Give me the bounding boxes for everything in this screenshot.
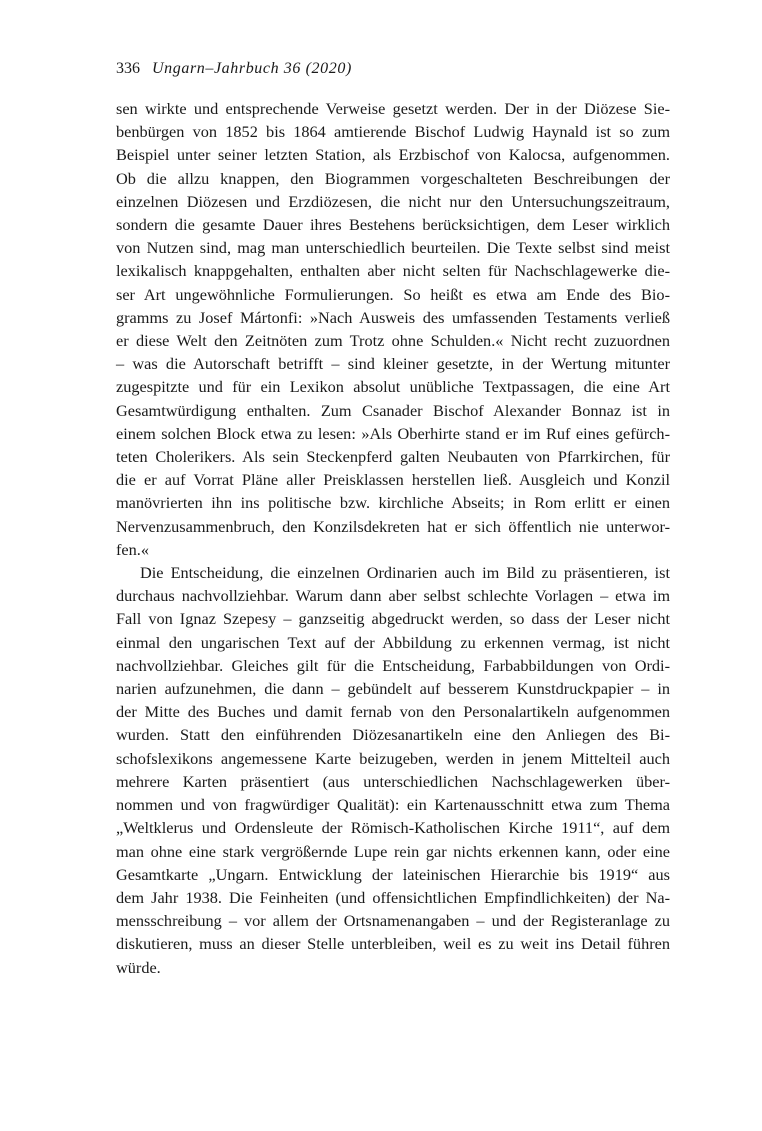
- text-line: sondern die gesamte Dauer ihres Bestehens berücksichtigen, dem Leser wirklich: [116, 215, 670, 235]
- journal-title: Ungarn–Jahrbuch 36 (2020): [152, 60, 352, 77]
- text-line: einzelnen Diözesen und Erzdiözesen, die nicht nur den Untersuchungszeitraum,: [116, 191, 670, 211]
- running-head: [116, 58, 670, 80]
- text-line: wurden. Statt den einführenden Diözesanartikeln eine den Anliegen des Bi-: [116, 725, 670, 745]
- text-line: Gesamtkarte „Ungarn. Entwicklung der lateinischen Hierarchie bis 1919“ aus: [116, 864, 670, 884]
- paragraph-1: [116, 97, 670, 561]
- text-line: narien aufzunehmen, die dann – gebündelt auf besserem Kunstdruckpapier – in: [116, 679, 670, 699]
- text-line: Die Entscheidung, die einzelnen Ordinarien auch im Bild zu präsentieren, ist: [140, 563, 670, 583]
- text-line: lexikalisch knappgehalten, enthalten aber nicht selten für Nachschlagewerke die-: [116, 261, 670, 281]
- text-line: Ob die allzu knappen, den Biogrammen vorgeschalteten Beschreibungen der: [116, 168, 670, 188]
- text-line: die er auf Vorrat Pläne aller Preisklassen herstellen ließ. Ausgleich und Konzil: [116, 470, 670, 490]
- text-line: sen wirkte und entsprechende Verweise gesetzt werden. Der in der Diözese Sie-: [116, 99, 670, 118]
- text-line: benbürgen von 1852 bis 1864 amtierende Bischof Ludwig Haynald ist so zum: [116, 122, 670, 142]
- text-line: schofslexikons angemessene Karte beizugeben, werden in jenem Mittelteil auch: [116, 748, 670, 768]
- page-number: 336: [116, 60, 140, 77]
- text-line: nachvollziehbar. Gleiches gilt für die Entscheidung, Farbabbildungen von Ordi-: [116, 655, 670, 675]
- text-line: würde.: [116, 957, 161, 977]
- text-line: fen.«: [116, 539, 149, 559]
- text-line: dem Jahr 1938. Die Feinheiten (und offensichtlichen Empfindlichkeiten) der Na-: [116, 887, 670, 907]
- text-line: „Weltklerus und Ordensleute der Römisch-Katholischen Kirche 1911“, auf dem: [116, 818, 670, 838]
- text-line: einmal den ungarischen Text auf der Abbildung zu erkennen vermag, ist nicht: [116, 632, 670, 652]
- text-line: mehrere Karten präsentiert (aus unterschiedlichen Nachschlagewerken über-: [116, 771, 670, 791]
- text-line: der Mitte des Buches und damit fernab von den Personalartikeln aufgenommen: [116, 702, 670, 722]
- text-line: teten Cholerikers. Als sein Steckenpferd galten Neubauten von Pfarrkirchen, für: [116, 447, 670, 467]
- text-line: nommen und von fragwürdiger Qualität): ein Kartenausschnitt etwa zum Thema: [116, 795, 670, 815]
- text-line: diskutieren, muss an dieser Stelle unterbleiben, weil es zu weit ins Detail führen: [116, 934, 670, 954]
- text-line: ser Art ungewöhnliche Formulierungen. So heißt es etwa am Ende des Bio-: [116, 284, 670, 304]
- body-text: [116, 97, 670, 979]
- text-line: er diese Welt den Zeitnöten zum Trotz ohne Schulden.« Nicht recht zuzuordnen: [116, 331, 670, 351]
- text-line: einem solchen Block etwa zu lesen: »Als Oberhirte stand er im Ruf eines gefürch-: [116, 423, 670, 443]
- text-line: Gesamtwürdigung enthalten. Zum Csanader Bischof Alexander Bonnaz ist in: [116, 400, 670, 420]
- text-line: manövrierten ihn ins politische bzw. kirchliche Abseits; in Rom erlitt er einen: [116, 493, 670, 513]
- text-line: Beispiel unter seiner letzten Station, als Erzbischof von Kalocsa, aufgenommen.: [116, 145, 670, 165]
- page-content: [116, 58, 670, 979]
- text-line: – was die Autorschaft betrifft – sind kleiner gesetzte, in der Wertung mitunter: [116, 354, 670, 374]
- text-line: gramms zu Josef Mártonfi: »Nach Ausweis des umfassenden Testaments verließ: [116, 307, 670, 327]
- paragraph-2: [116, 561, 670, 979]
- text-line: mensschreibung – vor allem der Ortsnamenangaben – und der Registeranlage zu: [116, 911, 670, 931]
- text-line: Nervenzusammenbruch, den Konzilsdekreten hat er sich öffentlich nie unterwor-: [116, 516, 670, 536]
- text-line: man ohne eine stark vergrößernde Lupe rein gar nichts erkennen kann, oder eine: [116, 841, 670, 861]
- text-line: zugespitzte und für ein Lexikon absolut unübliche Textpassagen, die eine Art: [116, 377, 670, 397]
- text-line: von Nutzen sind, mag man unterschiedlich beurteilen. Die Texte selbst sind meist: [116, 238, 670, 258]
- text-line: Fall von Ignaz Szepesy – ganzseitig abgedruckt werden, so dass der Leser nicht: [116, 609, 670, 629]
- text-line: durchaus nachvollziehbar. Warum dann aber selbst schlechte Vorlagen – etwa im: [116, 586, 670, 606]
